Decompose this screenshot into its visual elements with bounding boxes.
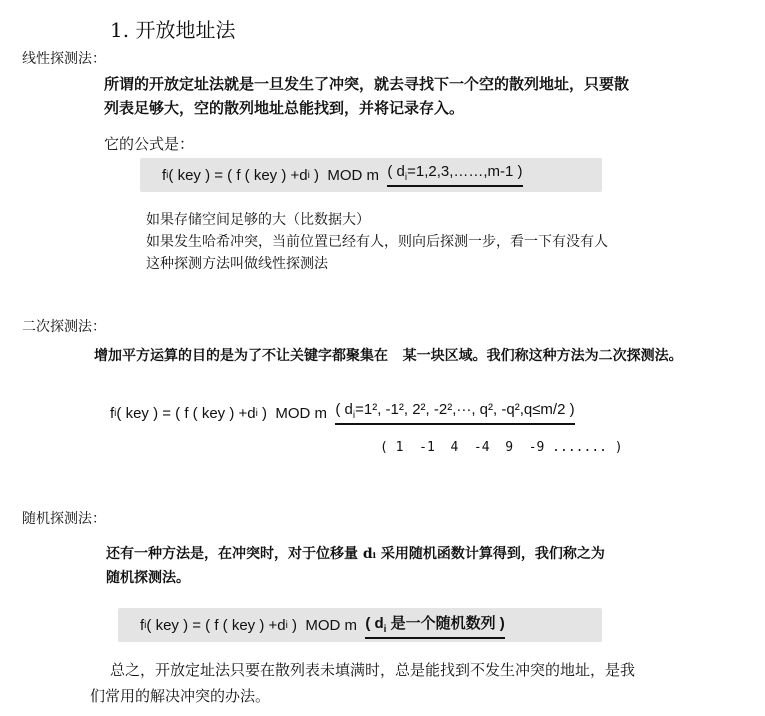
- linear-formula: [140, 158, 602, 192]
- linear-note-2: 如果发生哈希冲突，当前位置已经有人，则向后探测一步，看一下有没有人: [146, 234, 608, 250]
- formula-f-sub: i: [144, 619, 147, 631]
- quadratic-heading: 二次探测法：: [22, 319, 106, 335]
- quadratic-sequence: ( 1 -1 4 -4 9 -9 ....... ): [380, 440, 623, 455]
- formula-f: f: [162, 166, 167, 184]
- random-intro-line1: 还有一种方法是，在冲突时，对于位移量 dᵢ 采用随机函数计算得到，我们称之为: [106, 546, 605, 562]
- formula-label: 它的公式是：: [104, 135, 195, 153]
- formula-f: f: [140, 616, 145, 634]
- formula-mod: ) MOD m: [287, 616, 366, 634]
- quadratic-d-range: [335, 401, 574, 425]
- page-title: 1. 开放地址法: [110, 18, 236, 42]
- linear-intro-line1: 所谓的开放定址法就是一旦发生了冲突，就去寻找下一个空的散列地址，只要散: [104, 75, 630, 93]
- summary-line1: 总之，开放定址法只要在散列表未填满时，总是能找到不发生冲突的地址，是我: [110, 661, 636, 679]
- random-heading: 随机探测法：: [22, 511, 106, 527]
- formula-body: ( key ) = ( f ( key ) +d: [116, 404, 256, 422]
- d-open: ( d: [387, 163, 405, 180]
- d-values: =1², -1², 2², -2²,···, q², -q²,q≤m/2 ): [355, 401, 575, 418]
- formula-mod: ) MOD m: [309, 166, 388, 184]
- quadratic-formula: [100, 396, 662, 430]
- formula-d-sub: i: [255, 407, 258, 419]
- formula-f: f: [110, 404, 115, 422]
- formula-mod: ) MOD m: [257, 404, 336, 422]
- formula-d-sub: i: [307, 169, 310, 181]
- d-sub: i: [352, 410, 356, 421]
- d-open: ( d: [335, 401, 353, 418]
- formula-body: ( key ) = ( f ( key ) +d: [168, 166, 308, 184]
- linear-note-1: 如果存储空间足够的大（比数据大）: [146, 212, 370, 228]
- d-values: 是一个随机数列 ): [386, 614, 505, 632]
- d-sub: i: [404, 172, 408, 183]
- linear-intro-line2: 列表足够大，空的散列地址总能找到，并将记录存入。: [104, 99, 465, 117]
- linear-d-range: [387, 163, 522, 187]
- d-values: =1,2,3,……,m-1 ): [407, 163, 523, 180]
- formula-f-sub: i: [166, 169, 169, 181]
- formula-f-sub: i: [114, 407, 117, 419]
- linear-heading: 线性探测法：: [22, 51, 106, 67]
- random-intro-line2: 随机探测法。: [106, 570, 190, 586]
- formula-d-sub: i: [285, 619, 288, 631]
- formula-body: ( key ) = ( f ( key ) +d: [146, 616, 286, 634]
- summary-line2: 们常用的解决冲突的办法。: [90, 687, 271, 705]
- d-open: ( d: [365, 614, 384, 632]
- d-sub: i: [383, 623, 387, 635]
- random-d-range: [365, 612, 504, 639]
- linear-note-3: 这种探测方法叫做线性探测法: [146, 256, 328, 272]
- random-formula: [118, 608, 602, 642]
- quadratic-intro: 增加平方运算的目的是为了不让关键字都聚集在 某一块区域。我们称这种方法为二次探测法。: [94, 348, 683, 364]
